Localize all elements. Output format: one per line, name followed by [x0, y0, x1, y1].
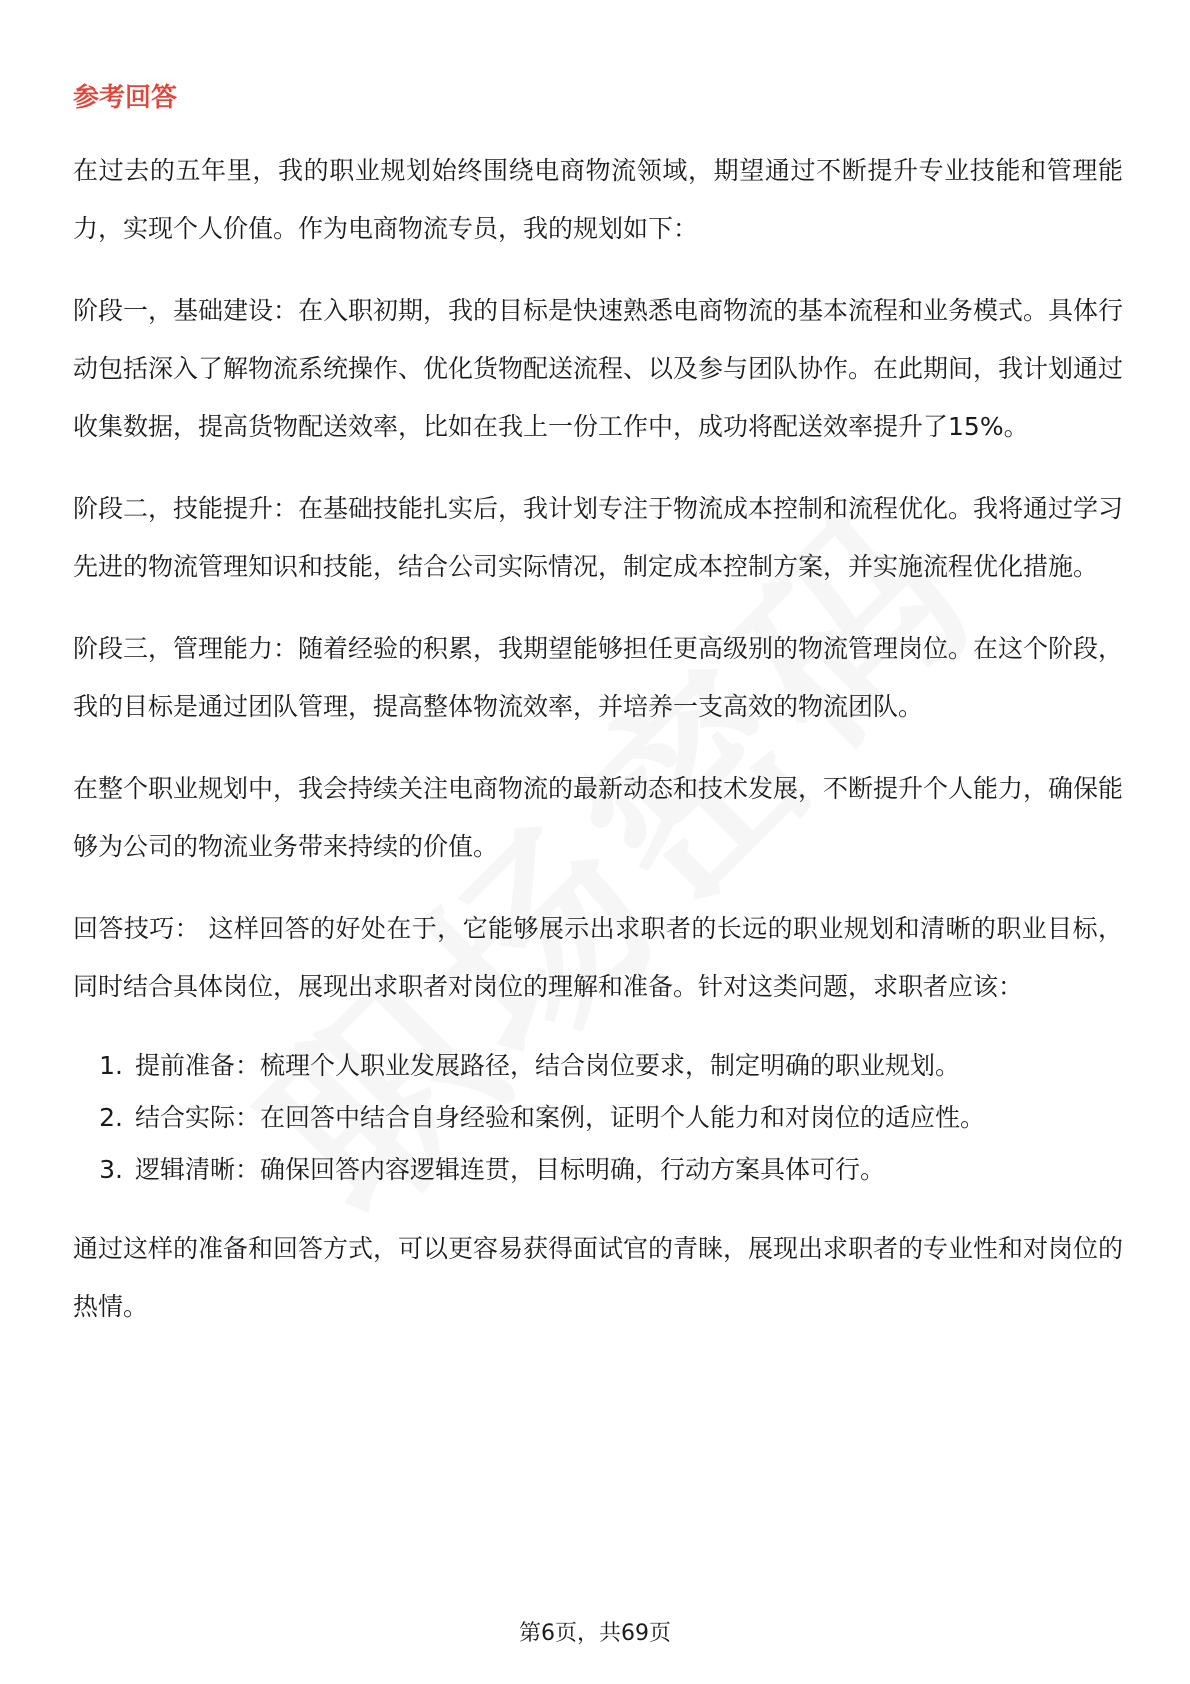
- section-title: 参考回答: [73, 83, 178, 113]
- list-item: [73, 1144, 1123, 1196]
- list-number: 2.: [99, 1103, 123, 1132]
- list-item: [73, 1092, 1123, 1144]
- paragraph-intro: 在过去的五年里，我的职业规划始终围绕电商物流领域，期望通过不断提升专业技能和管理能力，实现个人价值。作为电商物流专员，我的规划如下：: [73, 156, 1123, 243]
- page-number-footer: 第6页，共69页: [519, 1621, 671, 1646]
- list-text: 逻辑清晰：确保回答内容逻辑连贯，目标明确，行动方案具体可行。: [135, 1155, 886, 1184]
- list-number: 1.: [99, 1051, 123, 1080]
- list-text: 结合实际：在回答中结合自身经验和案例，证明个人能力和对岗位的适应性。: [135, 1103, 986, 1132]
- tips-intro: 回答技巧： 这样回答的好处在于，它能够展示出求职者的长远的职业规划和清晰的职业目标，同时结合具体岗位，展现出求职者对岗位的理解和准备。针对这类问题，求职者应该：: [73, 914, 1123, 1001]
- paragraph-stage-2: 阶段二，技能提升：在基础技能扎实后，我计划专注于物流成本控制和流程优化。我将通过学习先进的物流管理知识和技能，结合公司实际情况，制定成本控制方案，并实施流程优化措施。: [73, 494, 1124, 581]
- document-page: [73, 78, 1123, 1360]
- paragraph-summary: 在整个职业规划中，我会持续关注电商物流的最新动态和技术发展，不断提升个人能力，确保能够为公司的物流业务带来持续的价值。: [73, 774, 1124, 861]
- list-text: 提前准备：梳理个人职业发展路径，结合岗位要求，制定明确的职业规划。: [135, 1051, 961, 1080]
- tips-list: [73, 1040, 1123, 1196]
- paragraph-closing: 通过这样的准备和回答方式，可以更容易获得面试官的青睐，展现出求职者的专业性和对岗位的热情。: [73, 1234, 1124, 1321]
- paragraph-stage-1: 阶段一，基础建设：在入职初期，我的目标是快速熟悉电商物流的基本流程和业务模式。具体行动包括深入了解物流系统操作、优化货物配送流程、以及参与团队协作。在此期间，我计划通过收集数据，提高货物配送效率，比如在我上一份工作中，成功将配送效率提升了15%。: [73, 296, 1124, 441]
- list-number: 3.: [99, 1155, 123, 1184]
- paragraph-stage-3: 阶段三，管理能力：随着经验的积累，我期望能够担任更高级别的物流管理岗位。在这个阶段，我的目标是通过团队管理，提高整体物流效率，并培养一支高效的物流团队。: [73, 634, 1124, 721]
- list-item: [73, 1040, 1123, 1092]
